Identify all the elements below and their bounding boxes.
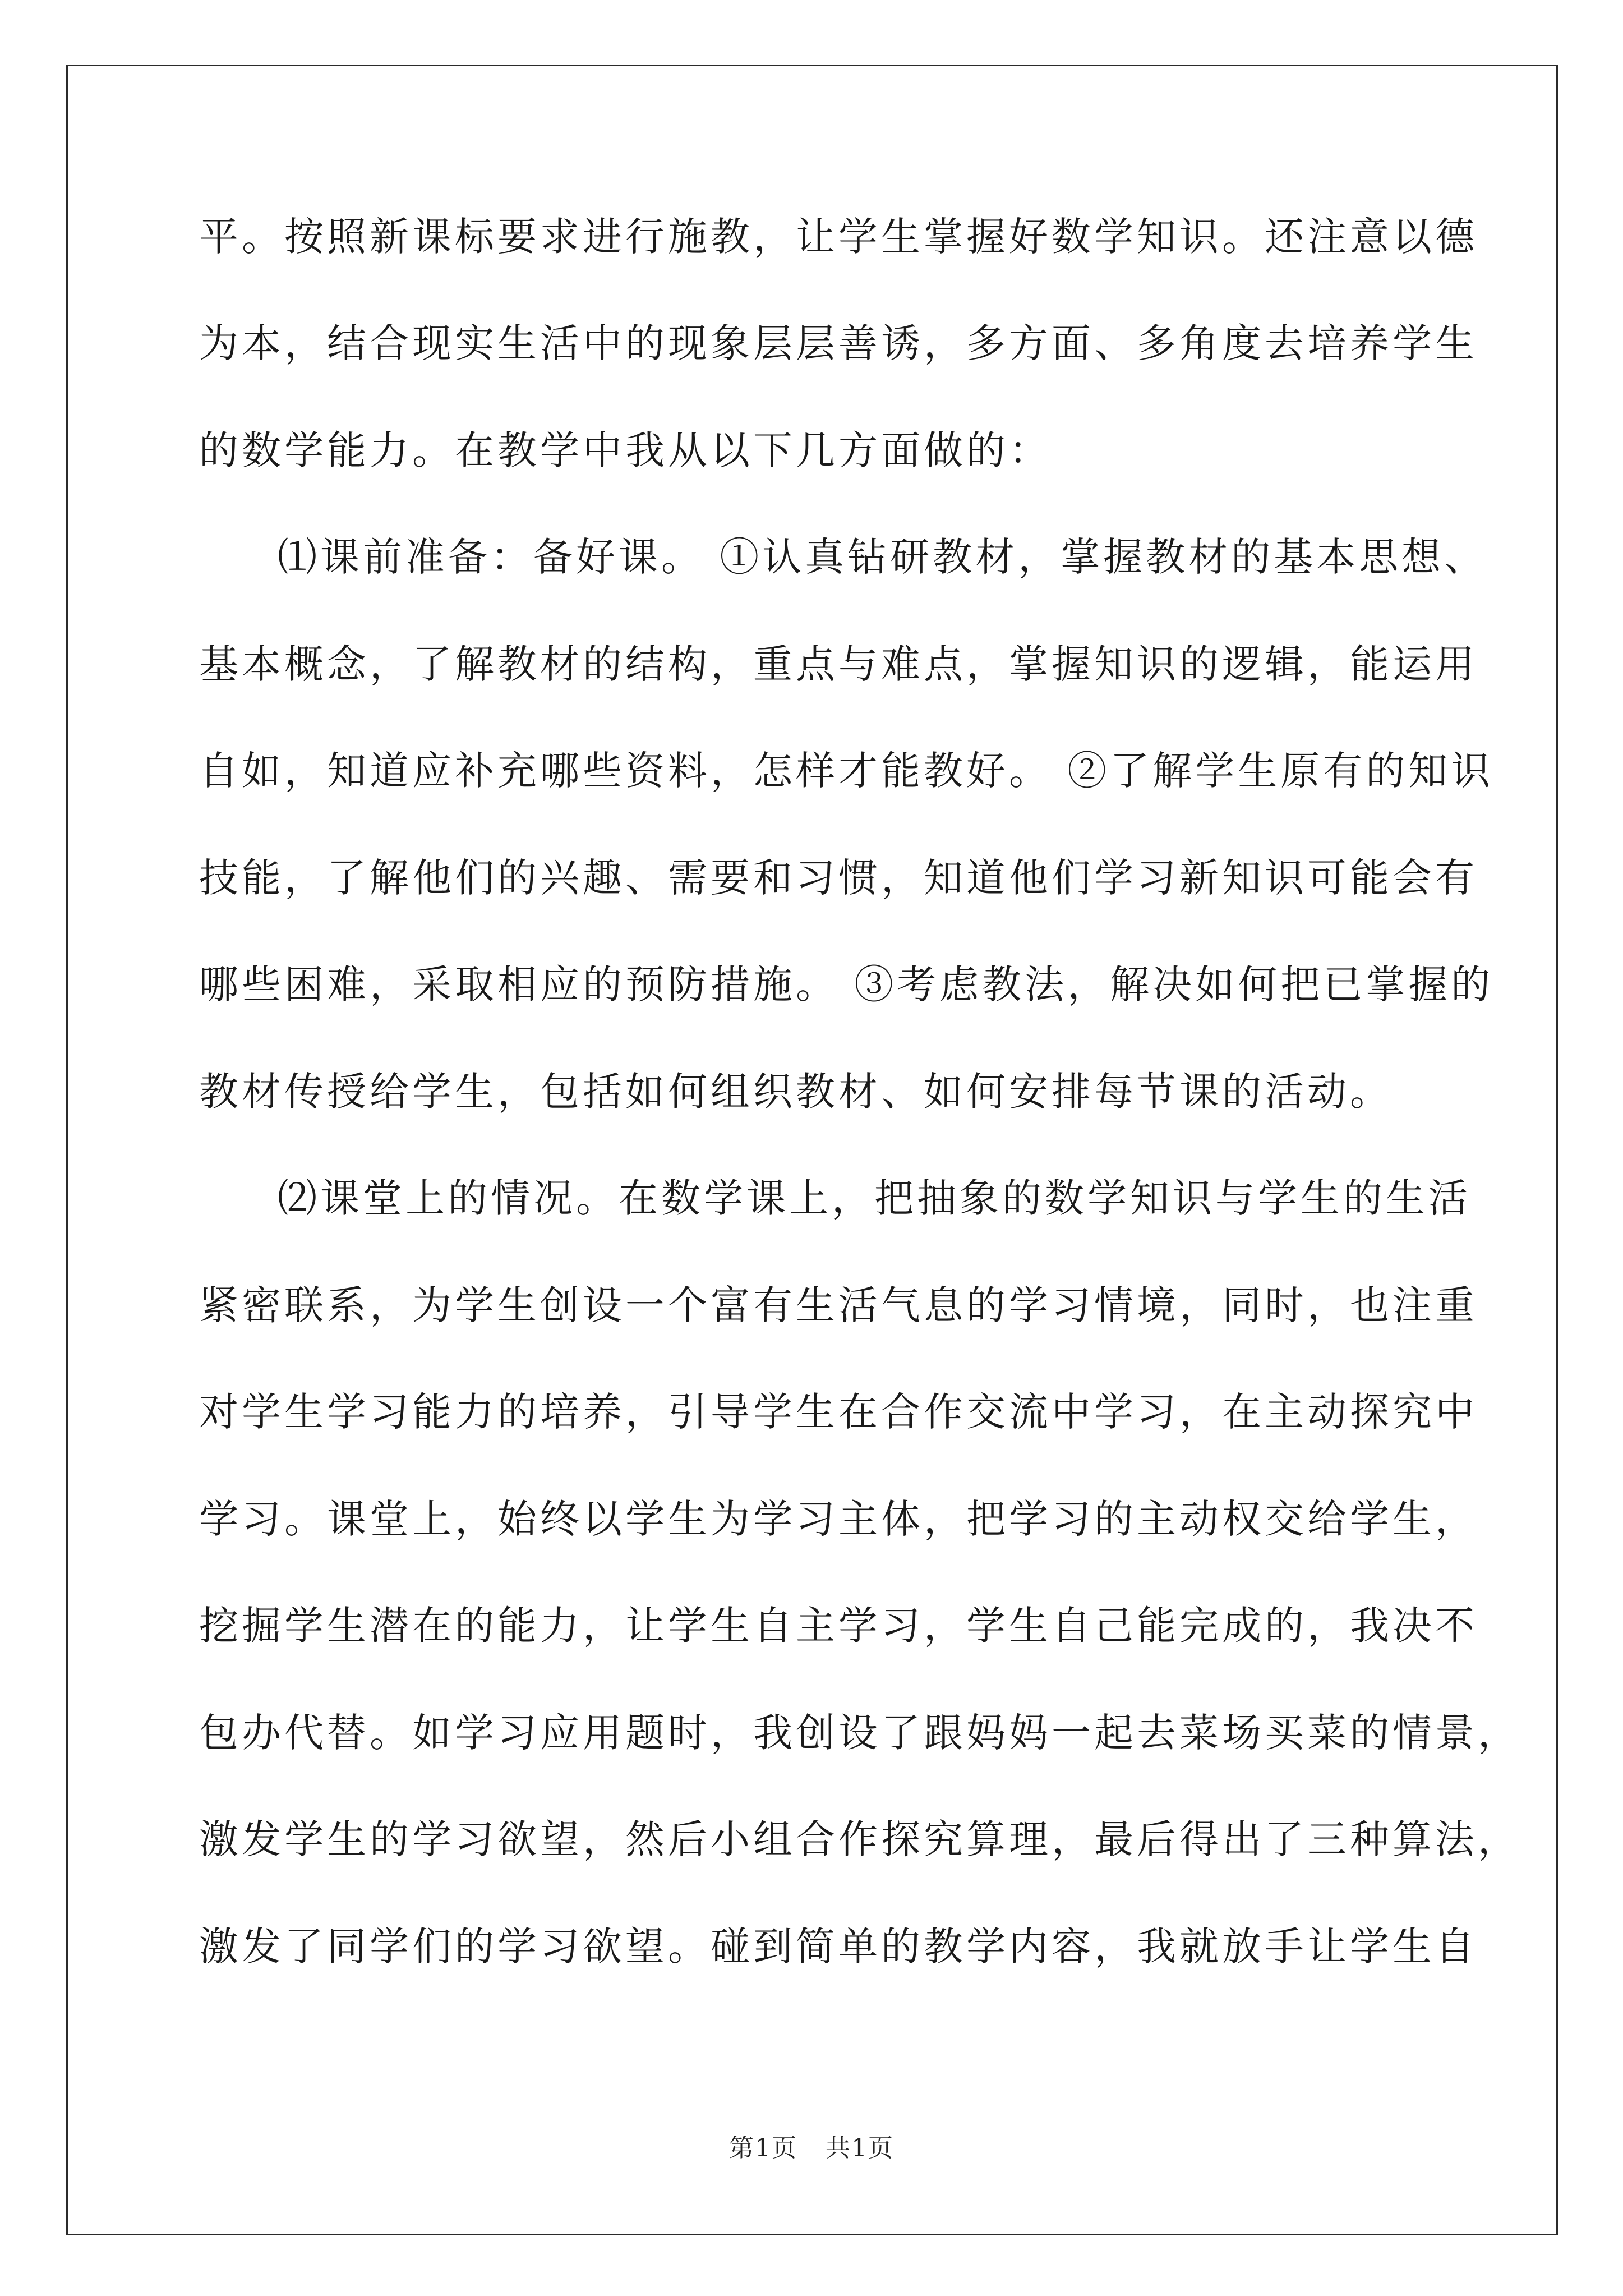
text-line: 挖掘学生潜在的能力，让学生自主学习，学生自己能完成的，我决不 — [199, 1603, 1478, 1649]
text-line: 对学生学习能力的培养，引导学生在合作交流中学习，在主动探究中 — [199, 1389, 1478, 1435]
paragraph-1-start: ⑴课前准备：备好课。 ①认真钻研教材，掌握教材的基本思想、 — [278, 534, 1487, 580]
text-line: 技能，了解他们的兴趣、需要和习惯，知道他们学习新知识可能会有 — [199, 855, 1478, 901]
text-line: 激发了同学们的学习欲望。碰到简单的教学内容，我就放手让学生自 — [199, 1924, 1478, 1970]
paragraph-2-start: ⑵课堂上的情况。在数学课上，把抽象的数学知识与学生的生活 — [278, 1175, 1471, 1221]
text-line: 紧密联系，为学生创设一个富有生活气息的学习情境，同时，也注重 — [199, 1282, 1478, 1328]
text-line: 哪些困难，采取相应的预防措施。 ③考虑教法，解决如何把已掌握的 — [199, 961, 1494, 1007]
text-line: 为本，结合现实生活中的现象层层善诱，多方面、多角度去培养学生 — [199, 320, 1478, 366]
text-line: 基本概念，了解教材的结构，重点与难点，掌握知识的逻辑，能运用 — [199, 641, 1478, 687]
page-total: 共1页 — [826, 2134, 894, 2162]
page-number: 第1页 — [729, 2134, 797, 2162]
page-footer — [0, 2132, 1623, 2165]
page-border — [66, 65, 1558, 2235]
text-line: 激发学生的学习欲望，然后小组合作探究算理，最后得出了三种算法， — [199, 1816, 1520, 1862]
text-line: 的数学能力。在教学中我从以下几方面做的： — [199, 427, 1052, 473]
text-line: 教材传授给学生，包括如何组织教材、如何安排每节课的活动。 — [199, 1069, 1393, 1115]
text-line: 学习。课堂上，始终以学生为学习主体，把学习的主动权交给学生， — [199, 1496, 1478, 1542]
text-line: 自如，知道应补充哪些资料，怎样才能教好。 ②了解学生原有的知识 — [199, 748, 1494, 794]
text-line: 平。按照新课标要求进行施教，让学生掌握好数学知识。还注意以德 — [199, 214, 1478, 260]
text-line: 包办代替。如学习应用题时，我创设了跟妈妈一起去菜场买菜的情景， — [199, 1710, 1520, 1756]
